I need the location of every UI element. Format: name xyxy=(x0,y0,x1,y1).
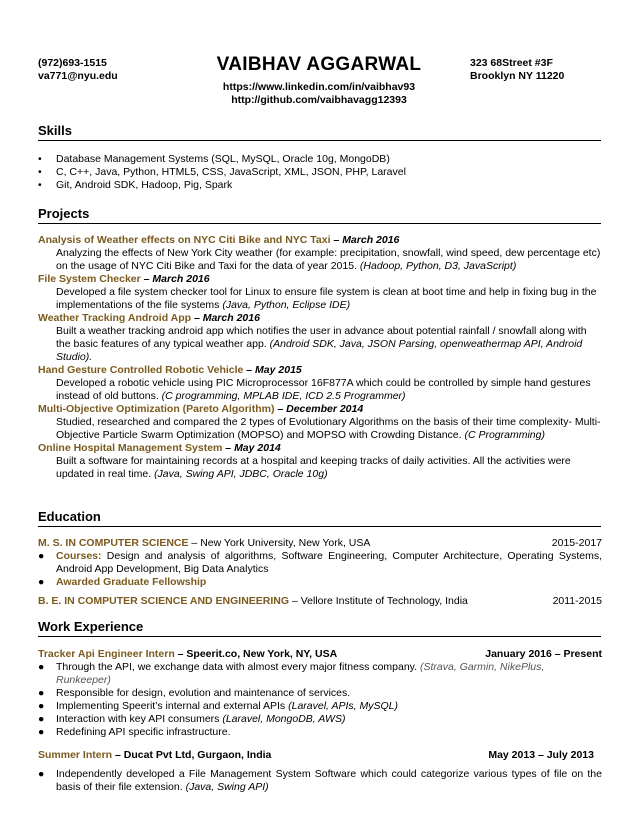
project-item xyxy=(38,364,602,403)
skill-text: Git, Android SDK, Hadoop, Pig, Spark xyxy=(56,179,233,191)
degree-title: B. E. IN COMPUTER SCIENCE AND ENGINEERING xyxy=(38,595,290,607)
job-role: Summer Intern xyxy=(38,749,113,761)
list-item: ● Implementing Speerit’s internal and external APIs (Laravel, APIs, MySQL) xyxy=(38,700,399,712)
list-item: ● Responsible for design, evolution and maintenance of services. xyxy=(38,687,351,699)
bullet-icon: • xyxy=(38,179,42,191)
work-list xyxy=(38,648,602,794)
project-date: – March 2016 xyxy=(191,312,260,324)
project-tech: (C programming, MPLAB IDE, ICD 2.5 Programmer) xyxy=(161,390,406,402)
list-item: ● Interaction with key API consumers (Laravel, MongoDB, AWS) xyxy=(38,713,346,725)
project-title: Hand Gesture Controlled Robotic Vehicle xyxy=(38,364,244,376)
job-company: – Speerit.co, New York, NY, USA xyxy=(174,648,338,660)
skills-heading: Skills xyxy=(38,123,72,138)
bullet-icon: ● xyxy=(38,713,45,725)
bullet-icon: • xyxy=(38,153,42,165)
project-date: – May 2014 xyxy=(222,442,281,454)
address-line-2: Brooklyn NY 11220 xyxy=(470,70,565,82)
degree-years: 2015-2017 xyxy=(551,537,602,549)
bullet-icon: • xyxy=(38,166,42,178)
bullet-icon: ● xyxy=(38,768,45,780)
list-item xyxy=(38,153,602,166)
school: – New York University, New York, USA xyxy=(188,537,371,549)
skill-text: C, C++, Java, Python, HTML5, CSS, JavaScript, XML, JSON, PHP, Laravel xyxy=(56,166,406,178)
project-tech: (Android SDK, Java, JSON Parsing, openweathermap API, Android Studio). xyxy=(56,338,583,363)
project-description: Developed a robotic vehicle using PIC Microprocessor 16F877A which could be controlled by simple hand gestures instead of old buttons. (C programming, MPLAB IDE, ICD 2.5 Programmer) xyxy=(56,377,591,402)
project-description: Developed a file system checker tool for Linux to ensure file system is clean at boot time and help in fixing bug in the implementations of the file systems (Java, Python, Eclipse IDE) xyxy=(56,286,597,311)
list-item: ● Courses: Design and analysis of algorithms, Software Engineering, Computer Architecture, Operating Systems, Android App Development, Big Data Analytics xyxy=(38,550,602,575)
project-description: Built a weather tracking android app which notifies the user in advance about potential rainfall / snowfall along with the basic features of any typical weather app. (Android SDK, Java, JSON Parsing, openweathermap API, Android Studio). xyxy=(56,325,587,363)
project-tech: (C Programming) xyxy=(464,429,545,441)
project-title: Weather Tracking Android App xyxy=(38,312,192,324)
project-title: Analysis of Weather effects on NYC Citi Bike and NYC Taxi xyxy=(38,234,331,246)
bullet-icon: ● xyxy=(38,661,45,673)
skills-section-heading xyxy=(38,123,601,141)
projects-section-heading xyxy=(38,206,601,224)
bullet-icon: ● xyxy=(38,576,45,588)
bullet-label: Courses: xyxy=(56,550,102,562)
project-description: Analyzing the effects of New York City weather (for example: precipitation, snowfall, wind speed, dew percentage etc) on the usage of NYC Citi Bike and Taxi for the data of year 2015. (Hadoop, Python, D3, JavaScript) xyxy=(56,247,601,272)
job-dates: May 2013 – July 2013 xyxy=(488,749,594,761)
project-title: Online Hospital Management System xyxy=(38,442,223,454)
profile-links xyxy=(0,81,638,107)
list-item xyxy=(38,166,602,179)
project-tech: (Hadoop, Python, D3, JavaScript) xyxy=(359,260,517,272)
education-section-heading xyxy=(38,509,601,527)
skills-list xyxy=(38,153,602,192)
project-date: – March 2016 xyxy=(140,273,210,285)
project-item xyxy=(38,312,602,364)
project-title: File System Checker xyxy=(38,273,141,285)
list-item: ● Through the API, we exchange data with almost every major fitness company. (Strava, Garmin, NikePlus, Runkeeper) xyxy=(38,661,545,686)
project-item xyxy=(38,273,602,312)
project-date: – December 2014 xyxy=(274,403,364,415)
work-heading: Work Experience xyxy=(38,619,144,634)
project-item xyxy=(38,234,602,273)
skill-text: Database Management Systems (SQL, MySQL, Oracle 10g, MongoDB) xyxy=(56,153,390,165)
linkedin-link[interactable]: https://www.linkedin.com/in/vaibhav93 xyxy=(222,81,416,93)
bullet-icon: ● xyxy=(38,700,45,712)
address xyxy=(470,57,564,83)
project-item xyxy=(38,403,602,442)
resume-name: VAIBHAV AGGARWAL xyxy=(216,54,422,75)
github-link[interactable]: http://github.com/vaibhavagg12393 xyxy=(231,94,407,106)
bullet-icon: ● xyxy=(38,550,45,562)
projects-list xyxy=(38,234,602,481)
bullet-icon: ● xyxy=(38,687,45,699)
projects-heading: Projects xyxy=(38,206,90,221)
bullet-icon: ● xyxy=(38,726,45,738)
job-dates: January 2016 – Present xyxy=(485,648,602,660)
school: – Vellore Institute of Technology, India xyxy=(289,595,468,607)
list-item: ● Independently developed a File Management System Software which could categorize various types of file on the basis of their file extension. (Java, Swing API) xyxy=(38,768,602,793)
job-row xyxy=(38,749,602,762)
project-description: Studied, researched and compared the 2 types of Evolutionary Algorithms on the basis of their time complexity- Multi-Objective Particle Swarm Optimization (MOPSO) and MOPSO with Crowding Distance. (C Programming) xyxy=(56,416,601,441)
job-role: Tracker Api Engineer Intern xyxy=(38,648,175,660)
education-heading: Education xyxy=(38,509,101,524)
project-description: Built a software for maintaining records at a hospital and keeping tracks of daily activities. All the activities were updated in real time. (Java, Swing API, JDBC, Oracle 10g) xyxy=(56,455,571,480)
bullet-label: Awarded Graduate Fellowship xyxy=(56,576,207,588)
education-list xyxy=(38,537,602,608)
address-line-1: 323 68Street #3F xyxy=(470,57,553,69)
list-item: ● Redefining API specific infrastructure. xyxy=(38,726,231,738)
degree-row xyxy=(38,595,602,608)
project-date: – March 2016 xyxy=(330,234,400,246)
job-company: – Ducat Pvt Ltd, Gurgaon, India xyxy=(112,749,272,761)
job-row xyxy=(38,648,602,661)
project-tech: (Java, Python, Eclipse IDE) xyxy=(222,299,351,311)
project-item xyxy=(38,442,602,481)
list-item xyxy=(38,576,602,589)
project-tech: (Java, Swing API, JDBC, Oracle 10g) xyxy=(154,468,328,480)
degree-row xyxy=(38,537,602,550)
degree-years: 2011-2015 xyxy=(552,595,602,607)
degree-title: M. S. IN COMPUTER SCIENCE xyxy=(38,537,189,549)
list-item xyxy=(38,179,602,192)
phone: (972)693-1515 xyxy=(38,57,107,69)
work-section-heading xyxy=(38,619,601,637)
project-title: Multi-Objective Optimization (Pareto Algorithm) xyxy=(38,403,275,415)
project-date: – May 2015 xyxy=(243,364,302,376)
email: va771@nyu.edu xyxy=(38,70,118,82)
